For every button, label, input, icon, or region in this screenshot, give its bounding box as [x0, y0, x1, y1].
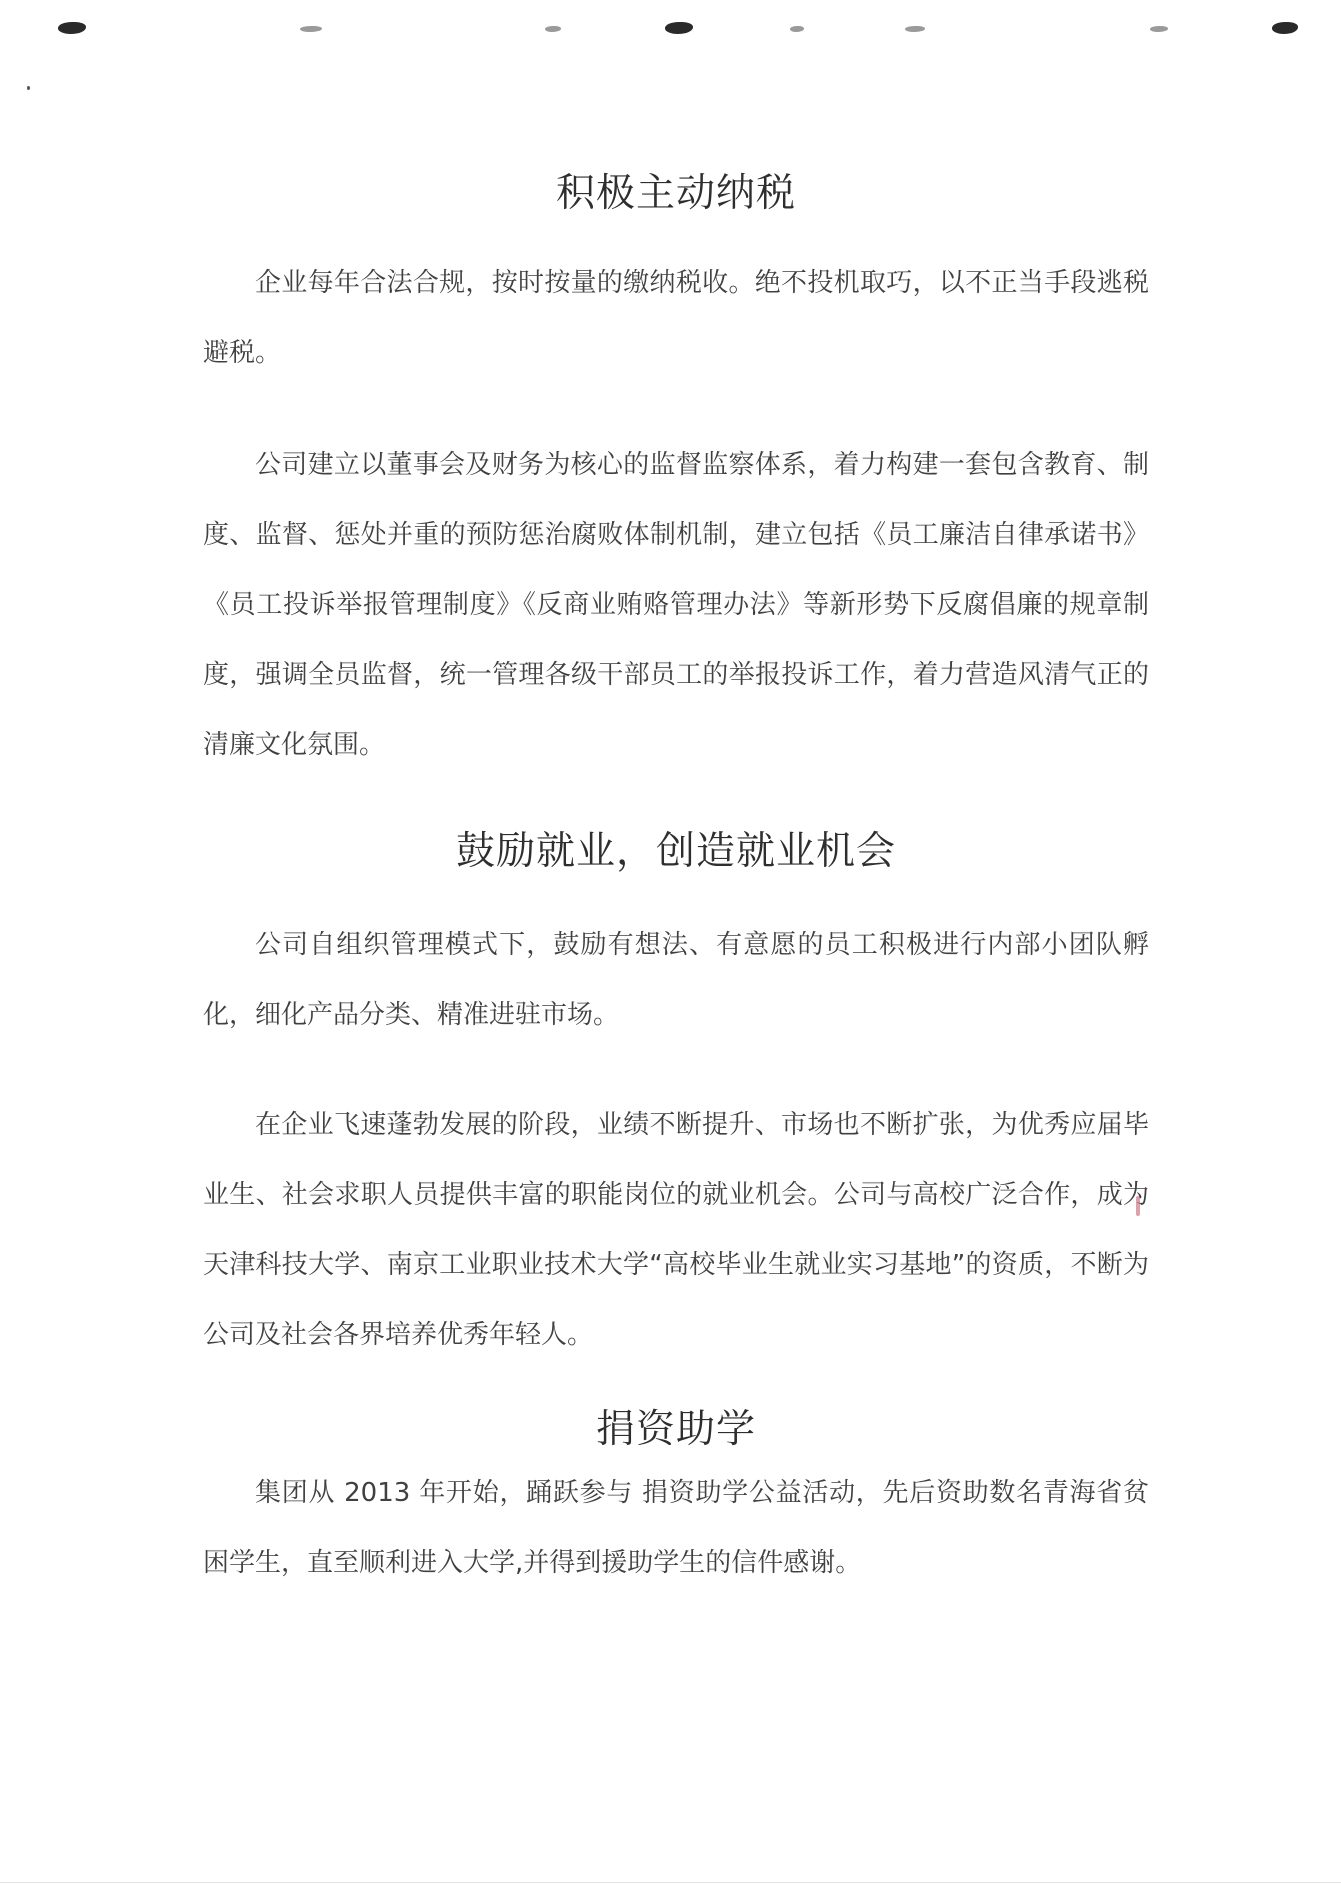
- scan-mark: [300, 26, 322, 32]
- section-heading-employment: 鼓励就业，创造就业机会: [455, 829, 896, 874]
- section-heading-education-aid: 捐资助学: [595, 1407, 756, 1452]
- scan-mark: [790, 26, 804, 32]
- scan-mark: [905, 26, 925, 32]
- scan-dot: [27, 86, 30, 90]
- document-body: [203, 150, 1149, 1598]
- paragraph-job-opportunities: 在企业飞速蓬勃发展的阶段，业绩不断提升、市场也不断扩张，为优秀应届毕业生、社会求职人员提供丰富的职能岗位的就业机会。公司与高校广泛合作，成为天津科技大学、南京工业职业技术大学“高校毕业生就业实习基地”的资质，不断为公司及社会各界培养优秀年轻人。: [203, 1110, 1149, 1350]
- paragraph-education-aid: 集团从 2013 年开始，踊跃参与 捐资助学公益活动，先后资助数名青海省贫困学生，直至顺利进入大学,并得到援助学生的信件感谢。: [203, 1478, 1149, 1578]
- scan-mark: [58, 22, 86, 34]
- paragraph-tax-compliance: 企业每年合法合规，按时按量的缴纳税收。绝不投机取巧，以不正当手段逃税避税。: [203, 268, 1149, 368]
- paragraph-team-incubation: 公司自组织管理模式下，鼓励有想法、有意愿的员工积极进行内部小团队孵化，细化产品分类、精准进驻市场。: [203, 930, 1149, 1030]
- scan-mark: [1272, 22, 1298, 34]
- scan-mark: [665, 22, 693, 34]
- scan-mark: [1150, 26, 1168, 32]
- section-heading-tax: 积极主动纳税: [555, 171, 796, 216]
- scan-mark: [545, 26, 561, 32]
- paragraph-anti-corruption: 公司建立以董事会及财务为核心的监督监察体系，着力构建一套包含教育、制度、监督、惩处并重的预防惩治腐败体制机制，建立包括《员工廉洁自律承诺书》《员工投诉举报管理制度》《反商业贿赂管理办法》等新形势下反腐倡廉的规章制度，强调全员监督，统一管理各级干部员工的举报投诉工作，着力营造风清气正的清廉文化氛围。: [203, 450, 1149, 760]
- scan-edge-line: [0, 1882, 1341, 1883]
